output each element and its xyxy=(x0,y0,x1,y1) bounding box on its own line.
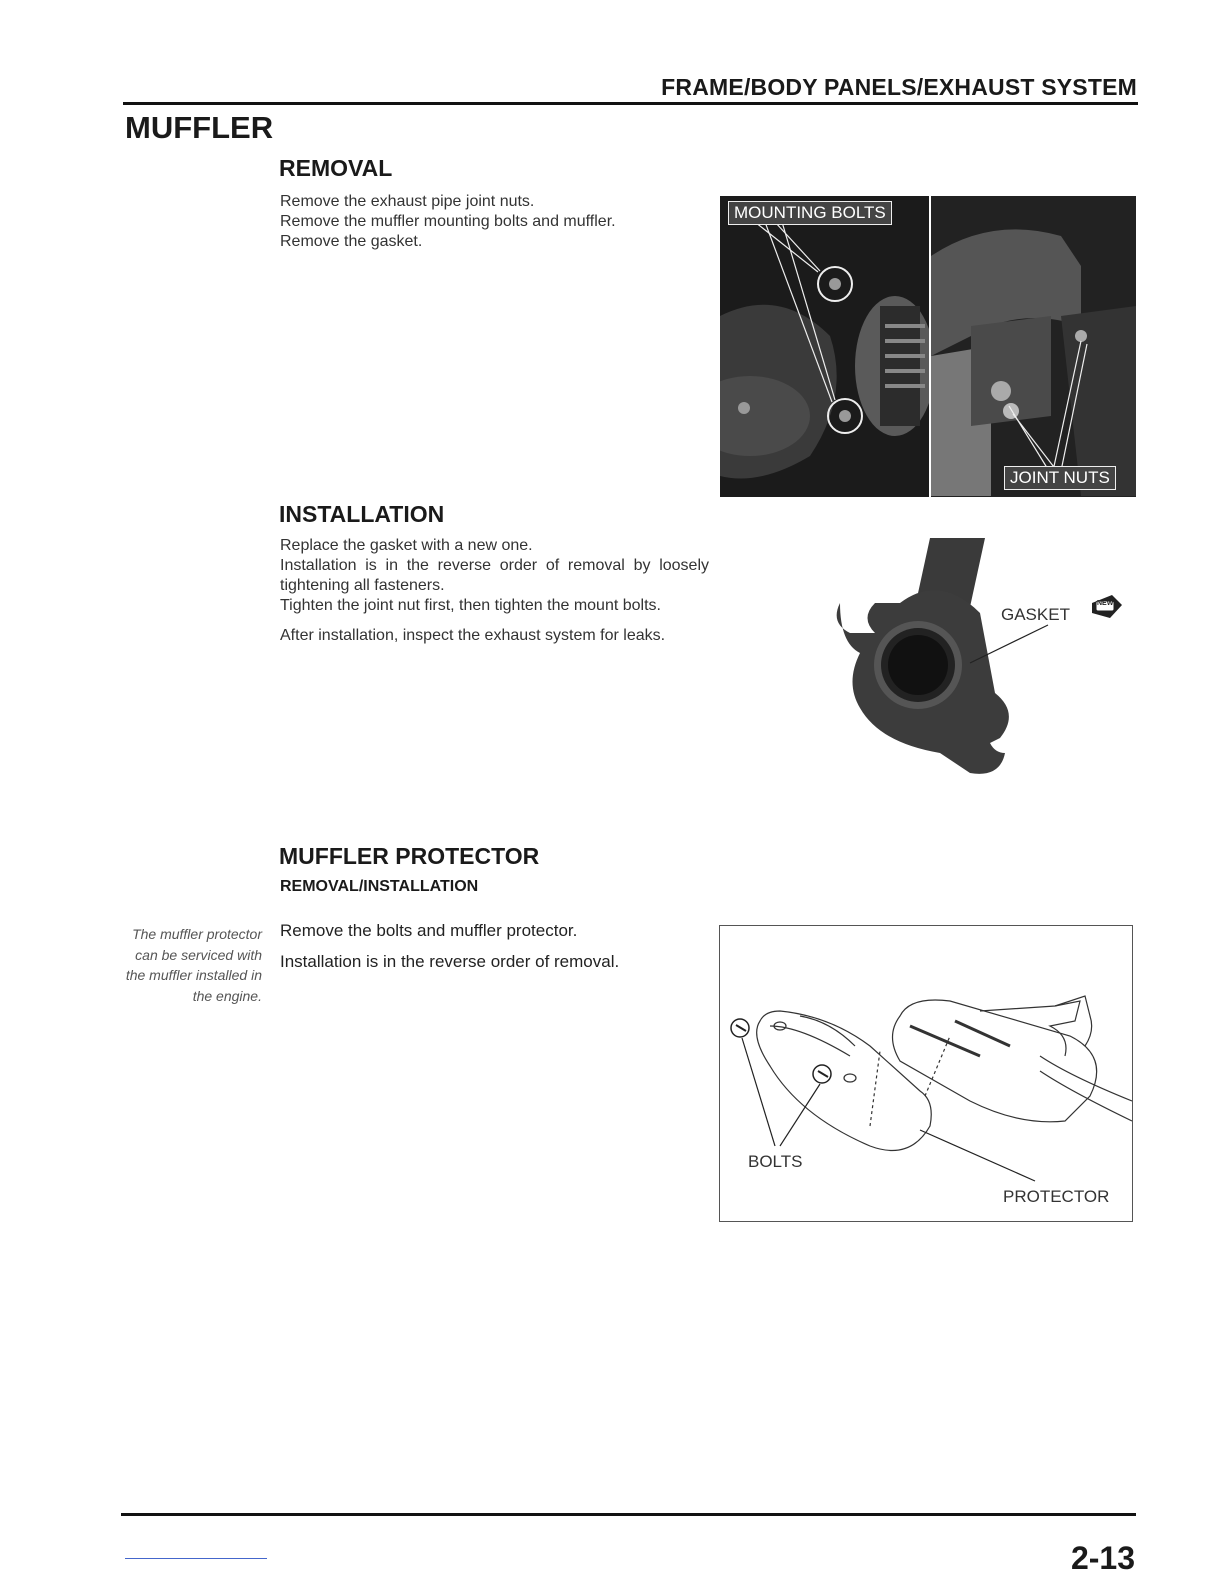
removal-step: Remove the muffler mounting bolts and muffler. xyxy=(280,213,616,230)
section-header: FRAME/BODY PANELS/EXHAUST SYSTEM xyxy=(661,74,1137,100)
removal-heading: REMOVAL xyxy=(279,155,393,181)
removal-step: Remove the exhaust pipe joint nuts. xyxy=(280,193,535,210)
installation-step: After installation, inspect the exhaust system for leaks. xyxy=(280,627,666,644)
installation-step: Replace the gasket with a new one. xyxy=(280,537,533,554)
installation-step: Tighten the joint nut first, then tighten the mount bolts. xyxy=(280,597,661,614)
protector-step: Installation is in the reverse order of removal. xyxy=(280,952,620,971)
bolts-label: BOLTS xyxy=(748,1152,803,1171)
removal-photo-left xyxy=(720,196,929,497)
installation-step: Installation is in the reverse order of removal by loosely tightening all fasteners. xyxy=(280,557,709,594)
protector-subheading: REMOVAL/INSTALLATION xyxy=(280,878,479,895)
protector-diagram xyxy=(719,925,1133,1222)
protector-step: Remove the bolts and muffler protector. xyxy=(280,921,578,940)
removal-step: Remove the gasket. xyxy=(280,233,423,250)
installation-steps xyxy=(280,536,709,646)
page-number: 2-13 xyxy=(1070,1540,1135,1576)
protector-heading: MUFFLER PROTECTOR xyxy=(279,843,540,869)
mounting-bolts-label: MOUNTING BOLTS xyxy=(728,201,892,225)
gasket-photo xyxy=(820,533,1136,783)
page-title: MUFFLER xyxy=(125,110,274,145)
side-note: The muffler protector can be serviced with the muffler installed in the engine. xyxy=(125,926,262,1004)
protector-label: PROTECTOR xyxy=(1003,1187,1110,1206)
gasket-label: GASKET xyxy=(1001,605,1070,624)
installation-heading: INSTALLATION xyxy=(279,501,445,527)
joint-nuts-label: JOINT NUTS xyxy=(1004,466,1116,490)
new-badge: NEW xyxy=(1097,600,1114,607)
removal-steps xyxy=(280,192,710,252)
removal-photo-right xyxy=(931,196,1136,497)
header-rule xyxy=(123,102,1138,105)
protector-steps xyxy=(280,921,710,972)
footer-rule xyxy=(121,1513,1136,1516)
link-underline xyxy=(125,1558,267,1559)
